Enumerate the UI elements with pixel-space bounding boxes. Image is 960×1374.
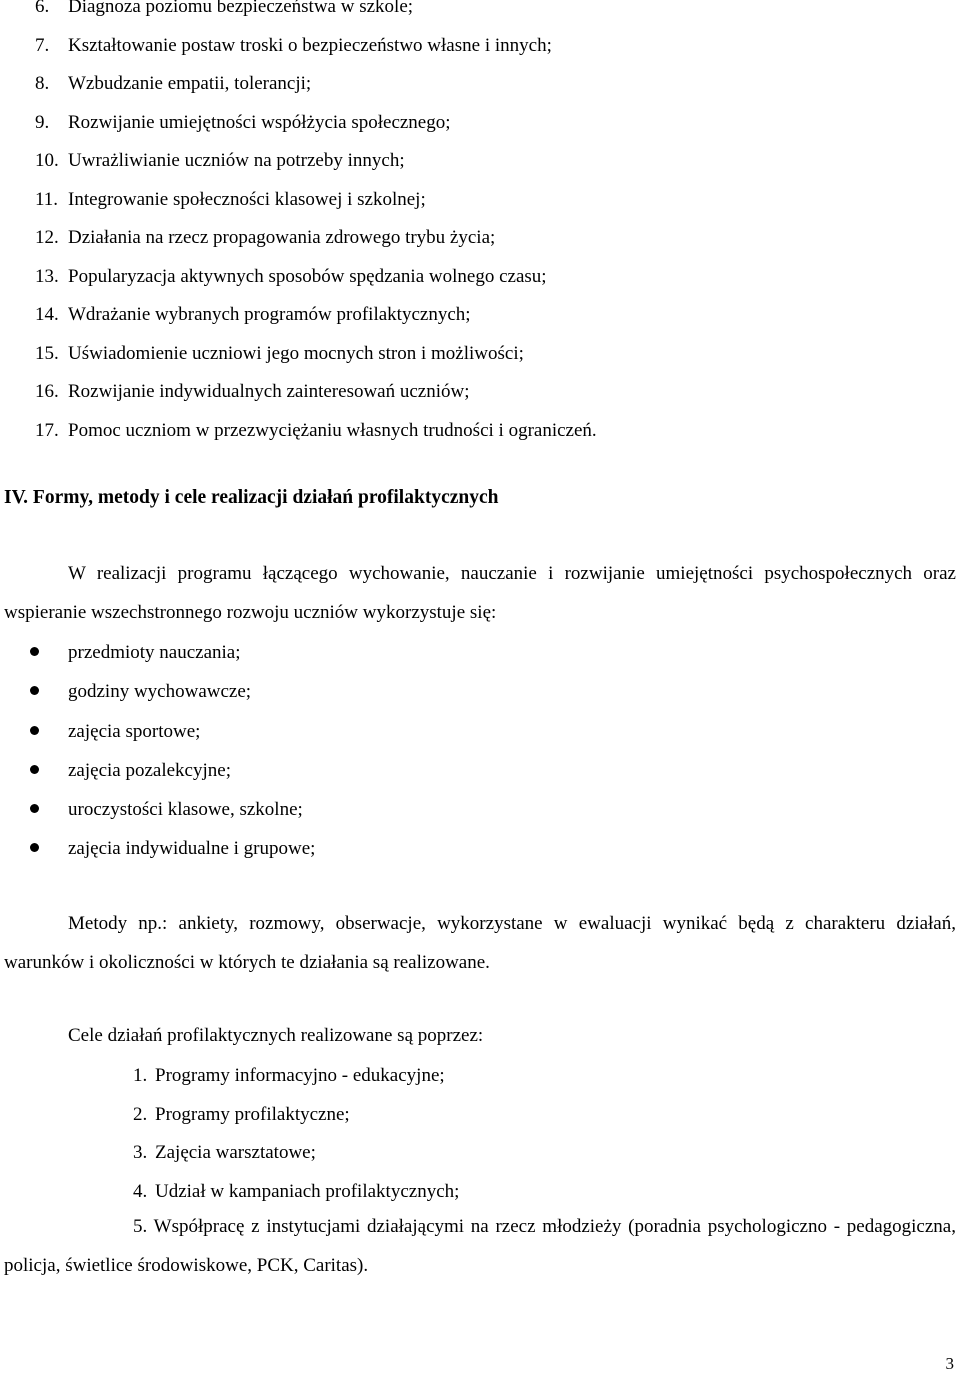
document-page: 6. Diagnoza poziomu bezpieczeństwa w szkole; 7. Kształtowanie postaw troski o bezpieczeństwo własne i innych; 8. Wzbudzanie empatii, tolerancji; 9. Rozwijanie umiejętności współżycia społecznego; 10. Uwrażliwianie uczniów na potrzeby innych; 11. Integrowanie społeczności klasowej i szkolnej; 12. Działania na rzecz propagowania zdrowego trybu życia; 13. Popularyzacja aktywnych sposobów spędzania wolnego czasu; 14. Wdrażanie wybranych programów profilaktycznych; 15. Uświadomienie uczniowi jego mocnych stron i możliwości; 16. Rozwijanie indywidualnych zainteresowań uczniów; 17. Pomoc uczniom w przezwyciężaniu własnych trudności i ograniczeń. IV. Formy, metody i cele realizacji działań profilaktycznych W realizacji programu łączącego wychowanie, nauczanie i rozwijanie umiejętności psychospołecznych oraz wspieranie wszechstronnego rozwoju uczniów wykorzystuje się: przedmioty nauczania; godziny wychowawcze; zajęcia sportowe; zajęcia pozalekcyjne; uroczystości klasowe, szkolne; zajęcia indywidualne i grupowe; Metody np.: ankiety, rozmowy, obserwacje, wykorzystane w ewaluacji wynikać będą z charakteru działań, warunków i okoliczności w których te działania są realizowane. Cele działań profilaktycznych realizowane są poprzez: 1. Programy informacyjno - edukacyjne; 2. Programy profilaktyczne; 3. Zajęcia warsztatowe; 4. Udział w kampaniach profilaktycznych; 5. Współpracę z instytucjami działającymi na rzecz młodzieży (poradnia psychologiczno - pedagogiczna, policja, świetlice środowiskowe, PCK, Caritas). 3 bbox=[4, 0, 956, 1373]
section-heading: IV. Formy, metody i cele realizacji działań profilaktycznych bbox=[4, 487, 499, 508]
bullet-icon bbox=[30, 726, 39, 735]
bullet-icon bbox=[30, 843, 39, 852]
intro-paragraph: W realizacji programu łączącego wychowanie, nauczanie i rozwijanie umiejętności psychospołecznych oraz wspieranie wszechstronnego rozwoju uczniów wykorzystuje się: bbox=[4, 563, 956, 623]
goals-intro: Cele działań profilaktycznych realizowane są poprzez: bbox=[68, 1025, 484, 1046]
bullet-icon bbox=[30, 765, 39, 774]
methods-paragraph: Metody np.: ankiety, rozmowy, obserwacje, wykorzystane w ewaluacji wynikać będą z charakteru działań, warunków i okoliczności w których te działania są realizowane. bbox=[4, 913, 956, 973]
bullet-icon bbox=[30, 647, 39, 656]
bullet-icon bbox=[30, 686, 39, 695]
bullet-icon bbox=[30, 804, 39, 813]
page-number: 3 bbox=[945, 1354, 954, 1373]
goals-item-5: 5. Współpracę z instytucjami działającymi na rzecz młodzieży (poradnia psychologiczno - pedagogiczna, policja, świetlice środowiskowe, PCK, Caritas). bbox=[4, 1216, 956, 1276]
